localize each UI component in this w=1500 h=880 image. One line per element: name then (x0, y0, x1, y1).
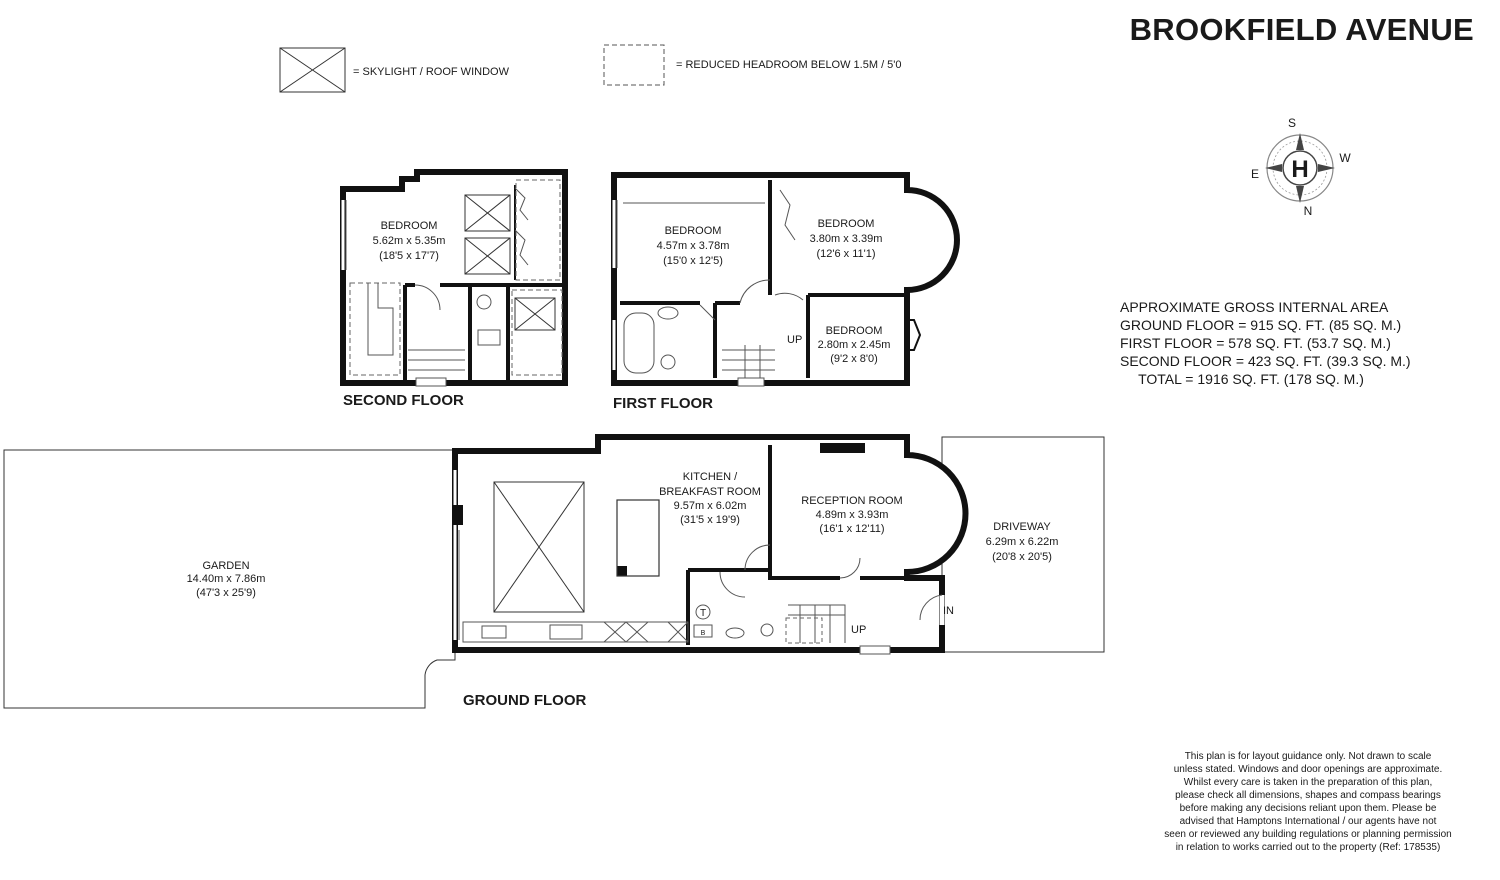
disclaimer-line: Whilst every care is taken in the preparation of this plan, (1183, 777, 1433, 788)
room-metric: 4.89m x 3.93m (815, 509, 889, 521)
floor-label-first: FIRST FLOOR (613, 395, 713, 412)
room-name: BEDROOM (380, 220, 438, 232)
room-metric: 3.80m x 3.39m (809, 233, 883, 245)
floor-label-ground: GROUND FLOOR (463, 692, 587, 709)
compass-north: N (1303, 204, 1313, 218)
disclaimer-line: advised that Hamptons International / our agents have not (1179, 816, 1437, 827)
room-name: DRIVEWAY (993, 521, 1051, 533)
reduced-headroom-legend-label: = REDUCED HEADROOM BELOW 1.5M / 5'0 (676, 59, 902, 71)
room-metric: 4.57m x 3.78m (656, 240, 730, 252)
area-ground: GROUND FLOOR = 915 SQ. FT. (85 SQ. M.) (1120, 317, 1402, 333)
disclaimer-line: before making any decisions reliant upon them. Please be (1179, 803, 1437, 814)
room-imperial: (20'8 x 20'5) (992, 551, 1052, 563)
stairs-up-label: UP (787, 334, 803, 346)
floor-label-second: SECOND FLOOR (343, 392, 464, 409)
skylight-legend-icon (280, 48, 345, 92)
compass (1251, 116, 1351, 218)
area-second: SECOND FLOOR = 423 SQ. FT. (39.3 SQ. M.) (1120, 353, 1411, 369)
room-name: RECEPTION ROOM (801, 495, 903, 507)
room-name: BEDROOM (817, 218, 875, 230)
room-name: BEDROOM (664, 225, 722, 237)
property-title: BROOKFIELD AVENUE (1129, 12, 1474, 47)
room-imperial: (47'3 x 25'9) (196, 587, 256, 599)
window (416, 378, 446, 386)
room-metric: 6.29m x 6.22m (985, 536, 1059, 548)
room-metric: 9.57m x 6.02m (673, 500, 747, 512)
room-name: GARDEN (202, 560, 250, 572)
room-imperial: (18'5 x 17'7) (379, 250, 439, 262)
compass-west: W (1339, 151, 1351, 165)
entrance-label: IN (943, 605, 954, 617)
first-floor-plan (613, 175, 957, 412)
room-metric: 2.80m x 2.45m (817, 339, 891, 351)
room-metric: 5.62m x 5.35m (372, 235, 446, 247)
disclaimer-line: in relation to works carried out to the property (Ref: 178535) (1175, 842, 1441, 853)
disclaimer-line: unless stated. Windows and door openings are approximate. (1173, 764, 1443, 775)
area-heading: APPROXIMATE GROSS INTERNAL AREA (1120, 299, 1389, 315)
disclaimer-line: please check all dimensions, shapes and compass bearings (1175, 790, 1441, 801)
room-imperial: (31'5 x 19'9) (680, 514, 740, 526)
compass-logo-letter: H (1291, 156, 1309, 183)
area-total: TOTAL = 1916 SQ. FT. (178 SQ. M.) (1138, 371, 1364, 387)
boiler-label: B (700, 630, 706, 637)
skylight-legend-label: = SKYLIGHT / ROOF WINDOW (353, 66, 509, 78)
room-imperial: (15'0 x 12'5) (663, 255, 723, 267)
compass-south: S (1287, 116, 1297, 130)
room-imperial: (12'6 x 11'1) (816, 248, 876, 260)
area-first: FIRST FLOOR = 578 SQ. FT. (53.7 SQ. M.) (1120, 335, 1391, 351)
window (860, 646, 890, 654)
ground-floor-walls (455, 437, 966, 650)
tumble-dryer-label: T (699, 608, 707, 619)
stairs-up-label: UP (851, 624, 867, 636)
disclaimer (1128, 750, 1488, 854)
ground-floor-plan (4, 437, 1104, 709)
legend (280, 45, 902, 92)
room-imperial: (9'2 x 8'0) (830, 353, 878, 365)
disclaimer-line: This plan is for layout guidance only. Not drawn to scale (1184, 751, 1432, 762)
room-imperial: (16'1 x 12'11) (819, 523, 885, 535)
second-floor-walls (343, 172, 565, 383)
reduced-headroom-legend-icon (604, 45, 664, 85)
second-floor-plan (343, 172, 565, 409)
disclaimer-line: seen or reviewed any building regulations or planning permission (1164, 829, 1452, 840)
room-name: KITCHEN / (682, 471, 738, 483)
gross-internal-area (1120, 298, 1411, 388)
first-floor-walls (614, 175, 957, 383)
room-name: BREAKFAST ROOM (659, 486, 761, 498)
room-metric: 14.40m x 7.86m (186, 573, 266, 585)
room-name: BEDROOM (825, 325, 883, 337)
compass-east: E (1250, 167, 1260, 181)
window (738, 378, 764, 386)
